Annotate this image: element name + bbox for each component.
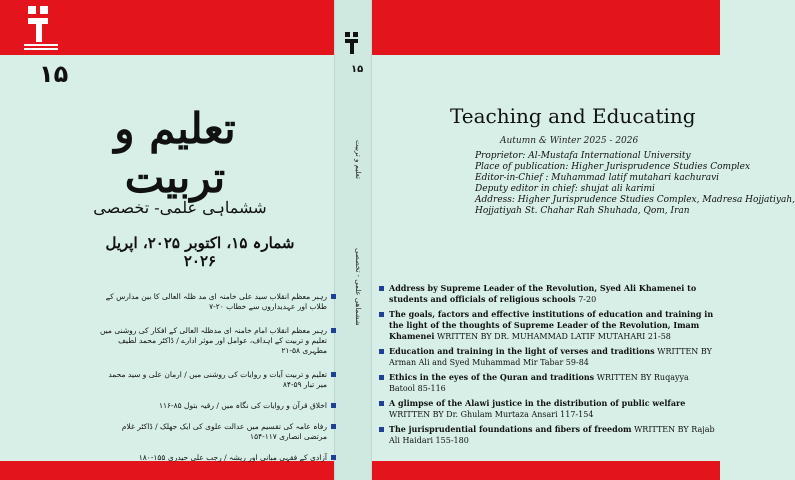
info-line: Address: Higher Jurisprudence Studies Complex, Madresa Hojjatiyah, [475,195,795,205]
bullet-icon [331,328,336,333]
bullet-icon [331,455,336,460]
english-table-of-contents [379,283,715,450]
urdu-toc-item: رفاہ عامہ کی تقسیم میں عدالت علوی کی ایک جھلک / ڈاکٹر غلام مرتضی انصاری ۱۱۷-۱۵۴ [98,422,336,442]
english-toc-item: Address by Supreme Leader of the Revolution, Syed Ali Khamenei to students and officials of religious schools 7-20 [379,283,715,305]
bullet-icon [331,424,336,429]
issue-number: ۱۵ [39,60,69,88]
bullet-icon [379,375,384,380]
urdu-toc-item: تعلیم و تربیت آیات و روایات کی روشنی میں / ارمان علی و سید محمد میر تبار ۵۹-۸۴ [98,370,336,390]
info-line: Deputy editor in chief: shujat ali karimi [475,184,655,194]
urdu-table-of-contents [98,292,336,474]
bullet-icon [379,312,384,317]
english-toc-item: Education and training in the light of verses and traditions WRITTEN BY Arman Ali and Syed Muhammad Mir Tabar 59-84 [379,346,715,368]
urdu-issue-date: شمارہ ۱۵، اکتوبر ۲۰۲۵، اپریل ۲۰۲۶ [105,234,295,270]
spine-subtitle: ششماهی علمی - تخصصی [354,248,362,326]
spine-logo-icon [341,32,363,56]
spine-title: تعلیم و تربیت [354,140,362,179]
english-toc-item: Ethics in the eyes of the Quran and traditions WRITTEN BY Ruqayya Batool 85-116 [379,372,715,394]
english-toc-item: The goals, factors and effective institutions of education and training in the light of the thoughts of Supreme Leader of the Revolution, Imam Khamenei WRITTEN BY DR. MUHAMMAD LATIF MUTAHARI 21-58 [379,309,715,342]
info-line: Hojjatiyah St. Chahar Rah Shuhada, Qom, Iran [475,206,690,216]
bullet-icon [379,286,384,291]
urdu-subtitle: ششماہی علمی- تخصصی [93,198,267,217]
publication-info [475,151,795,217]
urdu-title: تعلیم و تربیت [114,104,236,202]
english-title: Teaching and Educating [450,104,696,128]
urdu-toc-item: رہبر معظم انقلاب امام خامنہ ای مدظلہ العالی کے افکار کی روشنی میں تعلیم و تربیت کے اہداف، عوامل اور موثر ادارے / ڈاکٹر محمد لطیف مطہری ۵۸-۲۱ [98,326,336,356]
bullet-icon [379,427,384,432]
bullet-icon [379,401,384,406]
publisher-logo-icon [22,4,64,54]
spine-issue-number: ۱۵ [351,64,364,75]
urdu-toc-item: آزادی کے فقہی مبانی اور ریشہ / رجب علی حیدری ۱۵۵-۱۸۰ [98,453,336,463]
english-toc-item: A glimpse of the Alawi justice in the distribution of public welfare WRITTEN BY Dr. Ghulam Murtaza Ansari 117-154 [379,398,715,420]
bullet-icon [331,403,336,408]
bullet-icon [331,372,336,377]
urdu-toc-item: اخلاق قرآن و روایات کی نگاہ میں / رقیہ بتول ۸۵-۱۱۶ [98,401,336,411]
urdu-toc-item: رہبر معظم انقلاب سید علی خامنہ ای مد ظلہ العالی کا بین مدارس کے طلاب اور عہدیداروں سے خطاب ۲۰-۷ [98,292,336,312]
english-toc-item: The jurisprudential foundations and fibers of freedom WRITTEN BY Rajab Ali Haidari 155-180 [379,424,715,446]
info-line: Proprietor: Al-Mustafa International University [475,151,691,161]
bullet-icon [379,349,384,354]
info-line: Place of publication: Higher Jurisprudence Studies Complex [475,162,751,172]
info-line: Editor-in-Chief : Muhammad latif mutahari kachuravi [475,173,720,183]
publication-period: Autumn & Winter 2025 - 2026 [500,136,639,146]
bullet-icon [331,294,336,299]
